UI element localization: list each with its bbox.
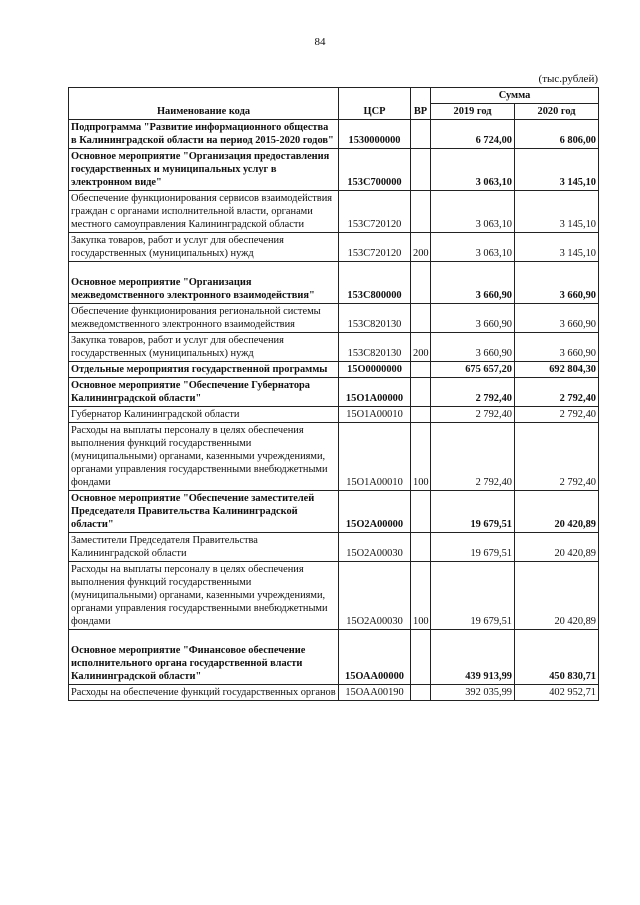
table-row (69, 630, 599, 685)
cell-csr: 15О1А00000 (339, 378, 411, 407)
table-row (69, 407, 599, 423)
cell-2019: 3 660,90 (431, 262, 515, 304)
cell-name: Закупка товаров, работ и услуг для обеспечения государственных (муниципальных) нужд (69, 233, 339, 262)
cell-2019: 2 792,40 (431, 407, 515, 423)
cell-csr: 153С820130 (339, 304, 411, 333)
cell-2019: 392 035,99 (431, 685, 515, 701)
cell-2020: 6 806,00 (515, 120, 599, 149)
table-row (69, 423, 599, 491)
cell-vr: 100 (411, 562, 431, 630)
cell-2019: 19 679,51 (431, 562, 515, 630)
cell-2019: 2 792,40 (431, 378, 515, 407)
table-row (69, 362, 599, 378)
table-body (69, 120, 599, 701)
table-row (69, 533, 599, 562)
cell-name: Обеспечение функционирования региональной системы межведомственного электронного взаимодействия (69, 304, 339, 333)
cell-2020: 402 952,71 (515, 685, 599, 701)
table-row (69, 191, 599, 233)
cell-csr: 15О2А00000 (339, 491, 411, 533)
cell-csr: 15ОАА00190 (339, 685, 411, 701)
cell-vr (411, 120, 431, 149)
cell-vr: 200 (411, 333, 431, 362)
cell-name: Закупка товаров, работ и услуг для обеспечения государственных (муниципальных) нужд (69, 333, 339, 362)
cell-csr: 15О2А00030 (339, 533, 411, 562)
cell-vr (411, 630, 431, 685)
cell-csr: 1530000000 (339, 120, 411, 149)
header-year-2020: 2020 год (515, 104, 599, 120)
cell-2019: 6 724,00 (431, 120, 515, 149)
table-row (69, 149, 599, 191)
header-sum: Сумма (431, 88, 599, 104)
cell-2020: 20 420,89 (515, 533, 599, 562)
cell-2020: 3 660,90 (515, 333, 599, 362)
cell-name: Обеспечение функционирования сервисов взаимодействия граждан с органами исполнительной власти, органами местного самоуправления Калининградской области (69, 191, 339, 233)
cell-vr: 200 (411, 233, 431, 262)
cell-vr (411, 685, 431, 701)
cell-name: Подпрограмма "Развитие информационного общества в Калининградской области на период 2015-2020 годов" (69, 120, 339, 149)
cell-vr (411, 378, 431, 407)
table-row (69, 685, 599, 701)
cell-2020: 450 830,71 (515, 630, 599, 685)
units-label: (тыс.рублей) (538, 73, 598, 85)
cell-2020: 3 660,90 (515, 304, 599, 333)
cell-name: Основное мероприятие "Обеспечение Губернатора Калининградской области" (69, 378, 339, 407)
cell-vr (411, 533, 431, 562)
cell-vr: 100 (411, 423, 431, 491)
cell-name: Расходы на выплаты персоналу в целях обеспечения выполнения функций государственными (муниципальными) органами, казенными учреждениями, органами управления государственными внебюджетными фондами (69, 423, 339, 491)
cell-csr: 153С720120 (339, 233, 411, 262)
table-row (69, 562, 599, 630)
cell-name: Заместители Председателя Правительства Калининградской области (69, 533, 339, 562)
page-number: 84 (314, 36, 326, 48)
cell-vr (411, 149, 431, 191)
cell-name: Отдельные мероприятия государственной программы (69, 362, 339, 378)
cell-csr: 15О1А00010 (339, 407, 411, 423)
header-name: Наименование кода (69, 88, 339, 120)
cell-2020: 3 145,10 (515, 191, 599, 233)
cell-2020: 20 420,89 (515, 491, 599, 533)
header-year-2019: 2019 год (431, 104, 515, 120)
cell-2019: 3 660,90 (431, 333, 515, 362)
cell-name: Губернатор Калининградской области (69, 407, 339, 423)
table-row (69, 378, 599, 407)
cell-2020: 2 792,40 (515, 423, 599, 491)
cell-2020: 2 792,40 (515, 407, 599, 423)
cell-vr (411, 491, 431, 533)
cell-name: Основное мероприятие "Организация межведомственного электронного взаимодействия" (69, 262, 339, 304)
cell-csr: 153С820130 (339, 333, 411, 362)
cell-name: Основное мероприятие "Организация предоставления государственных и муниципальных услуг в электронном виде" (69, 149, 339, 191)
cell-2019: 2 792,40 (431, 423, 515, 491)
cell-name: Расходы на обеспечение функций государственных органов (69, 685, 339, 701)
cell-2020: 20 420,89 (515, 562, 599, 630)
cell-2020: 2 792,40 (515, 378, 599, 407)
cell-vr (411, 362, 431, 378)
header-csr: ЦСР (339, 88, 411, 120)
cell-2019: 439 913,99 (431, 630, 515, 685)
table-row (69, 120, 599, 149)
cell-2020: 3 660,90 (515, 262, 599, 304)
cell-csr: 153С700000 (339, 149, 411, 191)
header-vr: ВР (411, 88, 431, 120)
table-row (69, 233, 599, 262)
table-row (69, 262, 599, 304)
cell-name: Основное мероприятие "Обеспечение заместителей Председателя Правительства Калининградской области" (69, 491, 339, 533)
cell-2020: 692 804,30 (515, 362, 599, 378)
budget-table (68, 87, 599, 701)
cell-2019: 3 660,90 (431, 304, 515, 333)
table-row (69, 333, 599, 362)
table-row (69, 491, 599, 533)
cell-2019: 19 679,51 (431, 533, 515, 562)
cell-vr (411, 191, 431, 233)
cell-vr (411, 407, 431, 423)
cell-vr (411, 304, 431, 333)
cell-csr: 15О2А00030 (339, 562, 411, 630)
cell-vr (411, 262, 431, 304)
cell-csr: 15ОАА00000 (339, 630, 411, 685)
cell-2019: 19 679,51 (431, 491, 515, 533)
cell-csr: 15О1А00010 (339, 423, 411, 491)
cell-name: Расходы на выплаты персоналу в целях обеспечения выполнения функций государственными (муниципальными) органами, казенными учреждениями, органами управления государственными внебюджетными фондами (69, 562, 339, 630)
cell-2019: 3 063,10 (431, 233, 515, 262)
cell-2019: 675 657,20 (431, 362, 515, 378)
cell-csr: 153С800000 (339, 262, 411, 304)
cell-csr: 15О0000000 (339, 362, 411, 378)
cell-2020: 3 145,10 (515, 149, 599, 191)
cell-csr: 153С720120 (339, 191, 411, 233)
cell-2020: 3 145,10 (515, 233, 599, 262)
table-row (69, 304, 599, 333)
cell-2019: 3 063,10 (431, 149, 515, 191)
cell-2019: 3 063,10 (431, 191, 515, 233)
cell-name: Основное мероприятие "Финансовое обеспечение исполнительного органа государственной власти Калининградской области" (69, 630, 339, 685)
